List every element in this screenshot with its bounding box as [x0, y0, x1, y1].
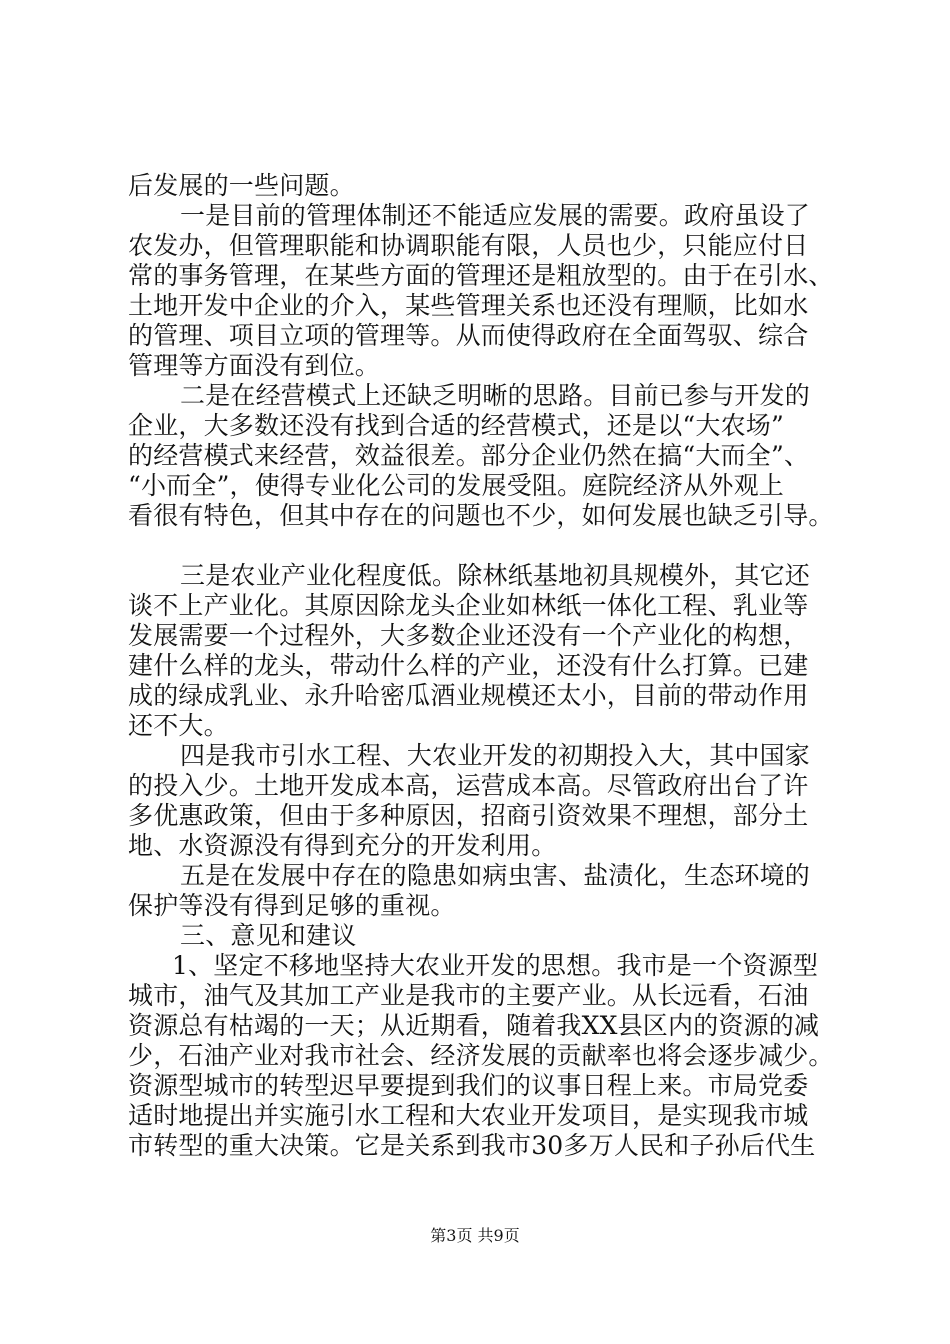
- text-line: 地、水资源没有得到充分的开发利用。: [128, 831, 557, 860]
- text-line: 发展需要一个过程外，大多数企业还没有一个产业化的构想，: [128, 621, 809, 650]
- text-line: 多优惠政策，但由于多种原因，招商引资效果不理想，部分土: [128, 801, 809, 830]
- text-line: 市转型的重大决策。它是关系到我市30多万人民和子孙后代生: [128, 1131, 816, 1160]
- text-line: 建什么样的龙头，带动什么样的产业，还没有什么打算。已建: [128, 651, 809, 680]
- section-heading: 三、意见和建议: [180, 921, 357, 950]
- paragraph-start: 五是在发展中存在的隐患如病虫害、盐渍化，生态环境的: [180, 861, 811, 890]
- blank-line: [128, 531, 848, 561]
- text-line: 企业，大多数还没有找到合适的经营模式，还是以“大农场”: [128, 411, 784, 440]
- text-line: 资源总有枯竭的一天；从近期看，随着我XX县区内的资源的减: [128, 1011, 820, 1040]
- text-line: 农发办，但管理职能和协调职能有限，人员也少，只能应付日: [128, 231, 809, 260]
- text-line: 常的事务管理，在某些方面的管理还是粗放型的。由于在引水、: [128, 261, 834, 290]
- paragraph-start: 三是农业产业化程度低。除林纸基地初具规模外，其它还: [180, 561, 811, 590]
- paragraph-start: 四是我市引水工程、大农业开发的初期投入大，其中国家: [180, 741, 811, 770]
- paragraph-start: 二是在经营模式上还缺乏明晰的思路。目前已参与开发的: [180, 381, 811, 410]
- text-line: 后发展的一些问题。: [128, 171, 355, 200]
- text-line: 资源型城市的转型迟早要提到我们的议事日程上来。市局党委: [128, 1071, 809, 1100]
- paragraph-start: 1、坚定不移地坚持大农业开发的思想。我市是一个资源型: [172, 951, 819, 980]
- text-line: 土地开发中企业的介入，某些管理关系也还没有理顺，比如水: [128, 291, 809, 320]
- text-line: 城市，油气及其加工产业是我市的主要产业。从长远看，石油: [128, 981, 809, 1010]
- text-line: 的管理、项目立项的管理等。从而使得政府在全面驾驭、综合: [128, 321, 809, 350]
- text-line: 看很有特色，但其中存在的问题也不少，如何发展也缺乏引导。: [128, 501, 834, 530]
- text-line: 的经营模式来经营，效益很差。部分企业仍然在搞“大而全”、: [128, 441, 810, 470]
- paragraph-start: 一是目前的管理体制还不能适应发展的需要。政府虽设了: [180, 201, 811, 230]
- body-text: [128, 171, 848, 1161]
- text-line: 的投入少。土地开发成本高，运营成本高。尽管政府出台了许: [128, 771, 809, 800]
- text-line: 成的绿成乳业、永升哈密瓜酒业规模还太小，目前的带动作用: [128, 681, 809, 710]
- text-line: 少，石油产业对我市社会、经济发展的贡献率也将会逐步减少。: [128, 1041, 834, 1070]
- page-number: 第3页 共9页: [430, 1226, 520, 1245]
- text-line: 还不大。: [128, 711, 229, 740]
- text-line: 保护等没有得到足够的重视。: [128, 891, 456, 920]
- text-line: 适时地提出并实施引水工程和大农业开发项目，是实现我市城: [128, 1101, 809, 1130]
- text-line: 谈不上产业化。其原因除龙头企业如林纸一体化工程、乳业等: [128, 591, 809, 620]
- text-line: 管理等方面没有到位。: [128, 351, 381, 380]
- text-line: “小而全”，使得专业化公司的发展受阻。庭院经济从外观上: [128, 471, 784, 500]
